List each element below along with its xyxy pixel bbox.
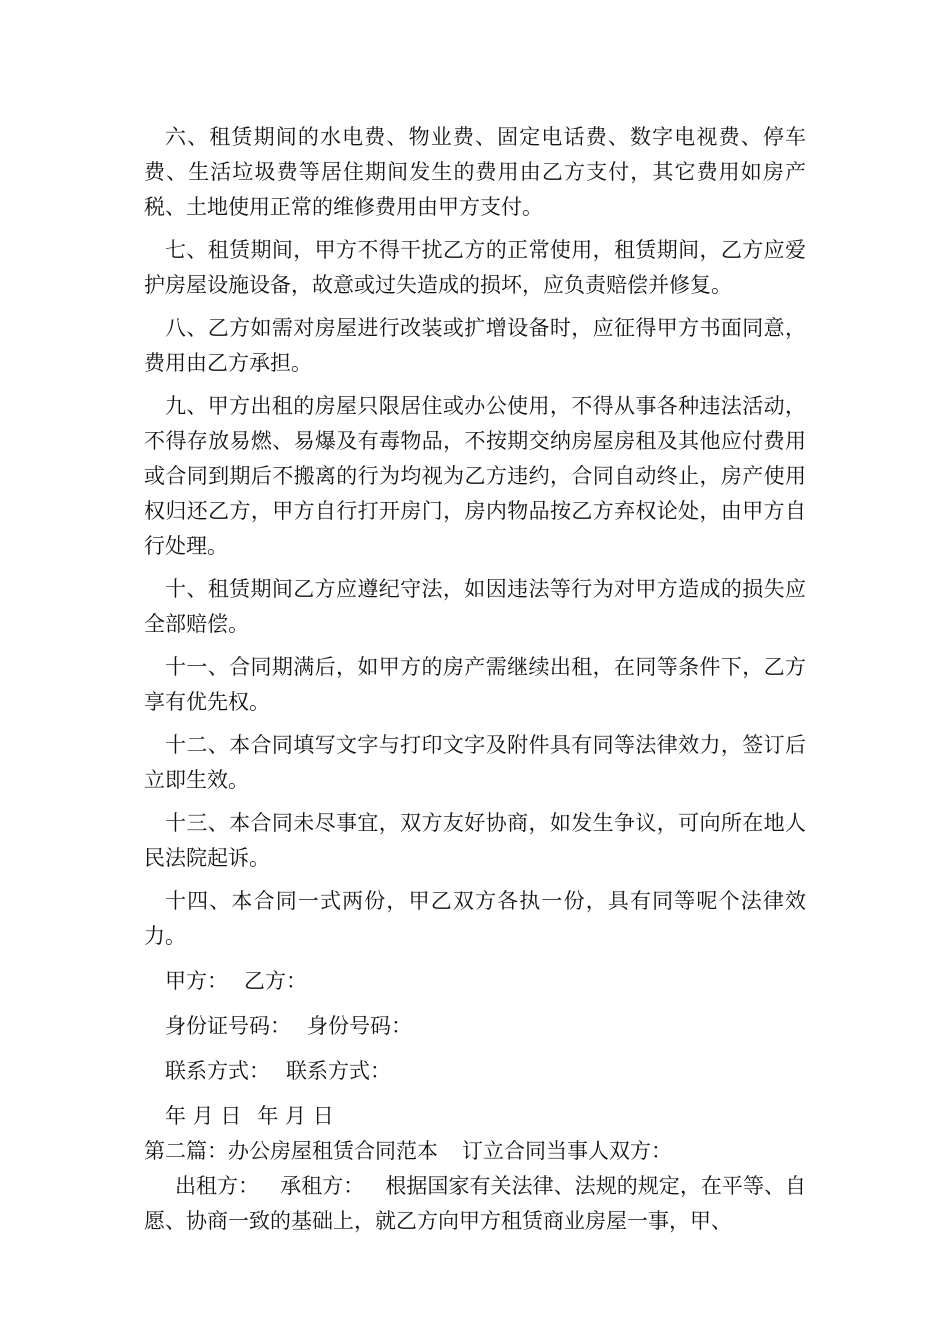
- contact-a-label: 联系方式：: [165, 1059, 270, 1083]
- lessor-label: 出租方：: [175, 1174, 260, 1198]
- signature-party-line: [144, 964, 806, 999]
- clause-11: 十一、合同期满后，如甲方的房产需继续出租，在同等条件下，乙方享有优先权。: [144, 655, 806, 714]
- clause-8: 八、乙方如需对房屋进行改装或扩增设备时，应征得甲方书面同意，费用由乙方承担。: [144, 316, 806, 375]
- clause-13: 十三、本合同未尽事宜，双方友好协商，如发生争议，可向所在地人民法院起诉。: [144, 811, 806, 870]
- second-part-heading: [144, 1134, 806, 1169]
- clause-6: 六、租赁期间的水电费、物业费、固定电话费、数字电视费、停车费、生活垃圾费等居住期间发生的费用由乙方支付，其它费用如房产税、土地使用正常的维修费用由甲方支付。: [144, 125, 806, 219]
- id-b-label: 身份号码：: [307, 1014, 412, 1038]
- signature-date-line: [144, 1099, 806, 1134]
- date-a-label: 年 月 日: [165, 1104, 242, 1128]
- clause-12: 十二、本合同填写文字与打印文字及附件具有同等法律效力，签订后立即生效。: [144, 733, 806, 792]
- second-part-subtitle: 订立合同当事人双方：: [462, 1139, 672, 1163]
- id-a-label: 身份证号码：: [165, 1014, 291, 1038]
- intro-text: 根据国家有关法律、法规的规定，在平等、自愿、协商一致的基础上，就乙方向甲方租赁商业房屋一事，甲、: [144, 1174, 807, 1233]
- signature-id-line: [144, 1009, 806, 1044]
- contact-b-label: 联系方式：: [286, 1059, 391, 1083]
- signature-contact-line: [144, 1054, 806, 1089]
- second-part-intro-paragraph: [144, 1169, 806, 1239]
- clause-9: 九、甲方出租的房屋只限居住或办公使用，不得从事各种违法活动，不得存放易燃、易爆及有毒物品，不按期交纳房屋房租及其他应付费用或合同到期后不搬离的行为均视为乙方违约，合同自动终止，房产使用权归还乙方，甲方自行打开房门，房内物品按乙方弃权论处，由甲方自行处理。: [144, 394, 806, 558]
- clause-14: 十四、本合同一式两份，甲乙双方各执一份，具有同等呢个法律效力。: [144, 889, 806, 948]
- party-b-label: 乙方：: [244, 969, 307, 993]
- date-b-label: 年 月 日: [257, 1104, 334, 1128]
- party-a-label: 甲方：: [165, 969, 228, 993]
- clause-7: 七、租赁期间，甲方不得干扰乙方的正常使用，租赁期间，乙方应爱护房屋设施设备，故意或过失造成的损坏，应负责赔偿并修复。: [144, 238, 806, 297]
- clause-10: 十、租赁期间乙方应遵纪守法，如因违法等行为对甲方造成的损失应全部赔偿。: [144, 577, 806, 636]
- contract-page: [144, 120, 806, 1239]
- lessee-label: 承租方：: [280, 1174, 365, 1198]
- second-part-title: 第二篇：办公房屋租赁合同范本: [144, 1139, 438, 1163]
